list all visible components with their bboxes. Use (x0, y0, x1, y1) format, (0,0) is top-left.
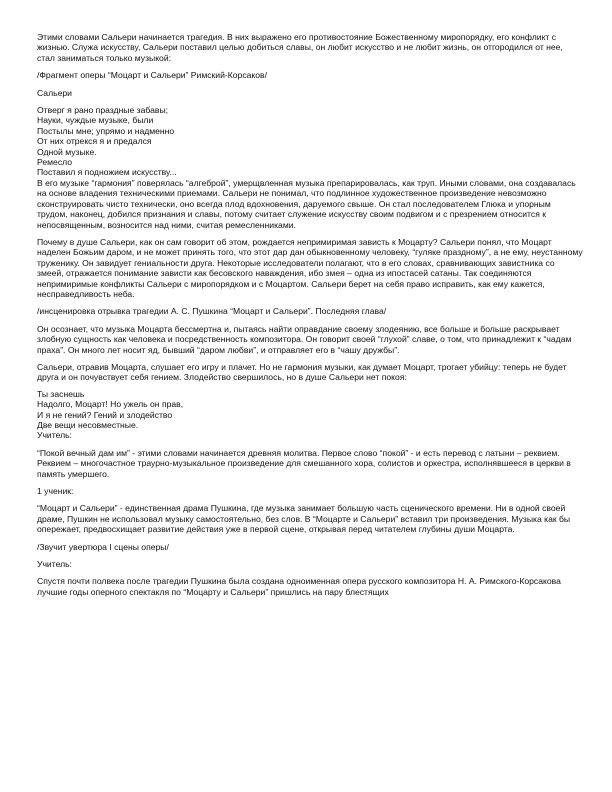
poem-line: Отверг я рано праздные забавы; (37, 105, 169, 116)
speaker-student-1: 1 ученик: (37, 486, 74, 497)
paragraph-opera: Спустя почти полвека после трагедии Пушкина была создана одноименная опера русского композитора Н. А. Римского-Корсакова лучшие годы оперного спектакля по “Моцарту и Сальери” пришлись на пару блестящих (37, 576, 561, 597)
poem-line: Две вещи несовместные. (37, 420, 139, 430)
paragraph-poisoning: Сальери, отравив Моцарта, слушает его игру и плачет. Но не гармония музыки, как думает Моцарт, трогает убийцу: теперь не будет друга и он почувствует себя гением. Злодейство свершилось, но в душе Сальери нет покоя: (37, 361, 567, 383)
opera-fragment-note: /Фрагмент оперы “Моцарт и Сальери” Римский-Корсаков/ (37, 70, 268, 81)
document-page (37, 32, 583, 604)
speaker-teacher: Учитель: (37, 559, 72, 570)
staging-note: /инсценировка отрывка трагедии А. С. Пушкина “Моцарт и Сальери”. Последняя глава/ (37, 306, 387, 317)
paragraph-harmony: В его музыке “гармония” поверялась “алгеброй”, умерщвленная музыка препарировалась, как труп. Иными словами, она создавалась на основе владения техническими приемами. Сальери не понимал, что подлинное художественное произведение невозможно сконструировать чисто технически, оно всегда плод вдохновения, даруемого свыше. Он стал последователем Глюка и упорным трудом, наконец, добился признания и славы, потому считает служение искусству своим подвигом и с презрением относится к непосвященным, возносится над ними, считая ремесленниками. (37, 177, 576, 230)
poem-line: Науки, чуждые музыке, были (37, 115, 154, 126)
poem-line: Одной музыке. (37, 146, 97, 157)
paragraph-pushkin-drama: “Моцарт и Сальери” - единственная драма Пушкина, где музыка занимает большую часть сценического времени. Ни в одной своей драме, Пушкин не использовал музыку самостоятельно, без слов. В “Моцарте и Сальери” вставил три произведения. Музыка как бы опережает, предвосхищает развитие действия уже в первой сцене, открывая перед читателем глубины души Моцарта. (37, 503, 571, 535)
poem-line: Надолго, Моцарт! Но ужель он прав, (37, 399, 184, 410)
poem-line: Ты заснешь (37, 388, 85, 399)
paragraph-envy: Почему в душе Сальери, как он сам говорит об этом, рождается непримиримая зависть к Моцарту? Сальери понял, что Моцарт наделен Божьим даром, и не может принять того, что этот дар дан обыкновенному человеку, “гуляке праздному”, а не ему, неустанному труженику. Он завидует гениальности друга. Некоторые исследователи полагают, что в его словах, сравнивающих завистника со змеей, отражается понимание зависти как бесовского наваждения, ибо змея – одна из ипостасей сатаны. Так соединяются непримиримые конфликты Сальери с миропорядком и с Моцартом. Сальери берет на себя право исправить, как ему кажется, несправедливость неба. (37, 236, 583, 299)
poem-line: Поставил я подножием искусству... (37, 167, 177, 178)
overture-note: /Звучит увертюра I сцены оперы/ (37, 541, 169, 552)
poem-salieri-monologue (37, 105, 583, 178)
poem-line: Ремесло (37, 157, 73, 168)
paragraph-immortal-music: Он осознает, что музыка Моцарта бессмертна и, пытаясь найти оправдание своему злодеянию, все больше и больше раскрывает злобную сущность как человека и посредственность композитора. Он говорит своей “глухой” славе, о том, что принадлежит к “чадам праха”. Он много лет носит яд, бывший “даром любви”, и отправляет его в “чашу дружбы”. (37, 323, 572, 355)
poem-line: И я не гений? Гений и злодейство (37, 409, 173, 420)
poem-line: От них отрекся я и предался (37, 136, 152, 147)
paragraph-intro: Этими словами Сальери начинается трагедия. В них выражено его противостояние Божественному миропорядку, его конфликт с жизнью. Служа искусству, Сальери поставил целью добиться славы, он любит искусство и не любит жизнь, он отгородился от нее, стал заниматься только музыкой: (37, 32, 563, 63)
poem-line: Учитель: (37, 430, 72, 441)
poem-line: Постылы мне; упрямо и надменно (37, 125, 175, 136)
speaker-salieri: Сальери (37, 87, 72, 98)
poem-salieri-final (37, 389, 583, 441)
paragraph-requiem: “Покой вечный дам им” - этими словами начинается древняя молитва. Первое слово “покой” - и есть перевод с латыни – реквием. Реквием – многочастное траурно-музыкальное произведение для смешанного хора, солистов и оркестра, исполнявшееся в церкви в память умершего. (37, 447, 571, 479)
